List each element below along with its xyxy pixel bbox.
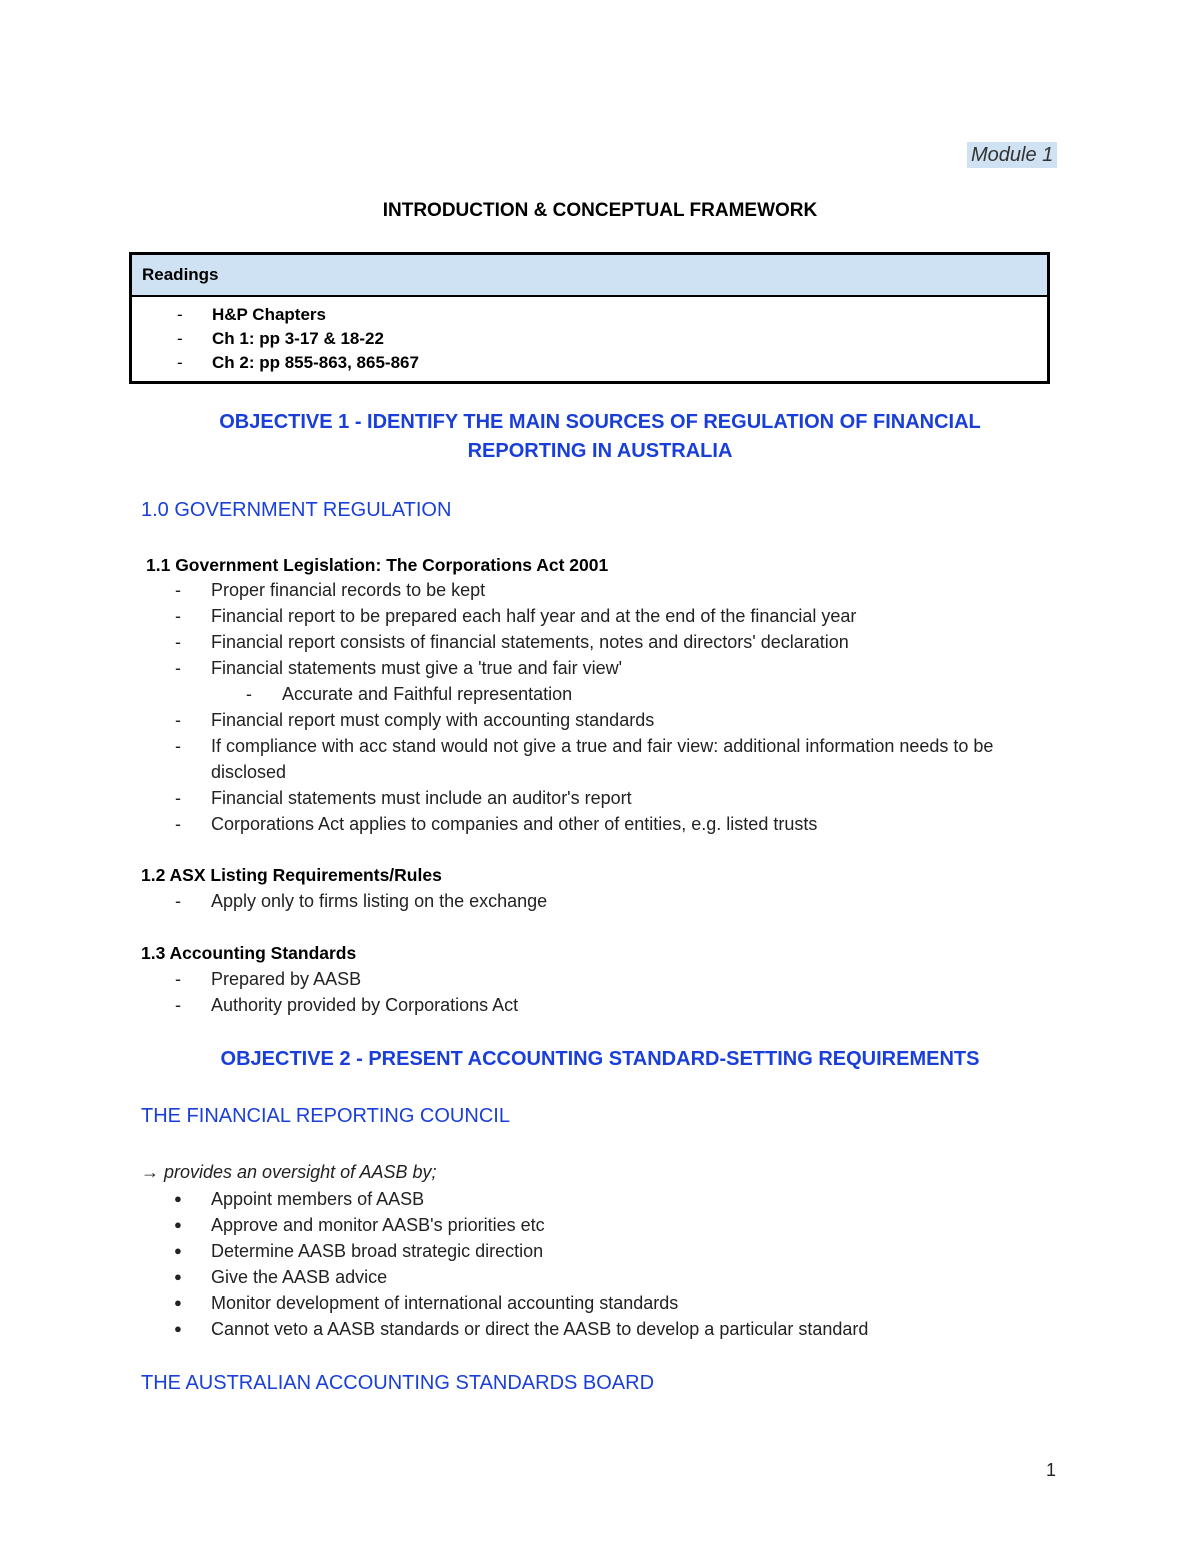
asx-list (0, 888, 1060, 914)
reading-item: - Ch 1: pp 3-17 & 18-22 (132, 327, 1047, 351)
subheading-asx-listing: 1.2 ASX Listing Requirements/Rules (141, 865, 442, 885)
reading-item: - H&P Chapters (132, 303, 1047, 327)
bullet-item: ● Determine AASB broad strategic direction (0, 1238, 1060, 1264)
objective-1-line-1: OBJECTIVE 1 - IDENTIFY THE MAIN SOURCES OF REGULATION OF FINANCIAL (219, 411, 981, 433)
list-item: - Apply only to firms listing on the exchange (0, 888, 1060, 914)
list-item: - If compliance with acc stand would not give a true and fair view: additional information needs to be disclosed (0, 733, 1060, 785)
list-item: - Financial report consists of financial statements, notes and directors' declaration (0, 629, 1060, 655)
list-item: - Financial report to be prepared each half year and at the end of the financial year (0, 603, 1060, 629)
objective-1-heading (120, 408, 1080, 466)
list-item: - Financial report must comply with accounting standards (0, 707, 1060, 733)
objective-2-heading: OBJECTIVE 2 - PRESENT ACCOUNTING STANDARD-SETTING REQUIREMENTS (220, 1048, 980, 1070)
section-heading-frc: THE FINANCIAL REPORTING COUNCIL (141, 1105, 510, 1127)
module-tag: Module 1 (967, 142, 1057, 168)
list-item: - Proper financial records to be kept (0, 577, 1060, 603)
accounting-standards-list (0, 966, 1060, 1018)
list-item: - Corporations Act applies to companies and other of entities, e.g. listed trusts (0, 811, 1060, 837)
bullet-item: ● Cannot veto a AASB standards or direct the AASB to develop a particular standard (0, 1316, 1060, 1342)
bullet-item: ● Give the AASB advice (0, 1264, 1060, 1290)
section-heading-aasb: THE AUSTRALIAN ACCOUNTING STANDARDS BOARD (141, 1372, 655, 1394)
readings-box (129, 252, 1050, 384)
readings-list (132, 297, 1047, 381)
list-item: - Authority provided by Corporations Act (0, 992, 1060, 1018)
bullet-item: ● Monitor development of international accounting standards (0, 1290, 1060, 1316)
readings-heading: Readings (132, 255, 1047, 297)
document-title: INTRODUCTION & CONCEPTUAL FRAMEWORK (382, 200, 818, 221)
list-item: - Prepared by AASB (0, 966, 1060, 992)
section-heading-government-regulation: 1.0 GOVERNMENT REGULATION (141, 499, 452, 521)
subheading-corporations-act: 1.1 Government Legislation: The Corporations Act 2001 (146, 555, 609, 575)
list-item: - Financial statements must include an auditor's report (0, 785, 1060, 811)
reading-item: - Ch 2: pp 855-863, 865-867 (132, 351, 1047, 375)
list-sub-item: - Accurate and Faithful representation (0, 681, 1060, 707)
objective-1-line-2: REPORTING IN AUSTRALIA (467, 440, 733, 462)
bullet-item: ● Appoint members of AASB (0, 1186, 1060, 1212)
bullet-item: ● Approve and monitor AASB's priorities etc (0, 1212, 1060, 1238)
subheading-accounting-standards: 1.3 Accounting Standards (141, 943, 357, 963)
list-item: - Financial statements must give a 'true and fair view' (0, 655, 1060, 681)
corporations-act-list (0, 577, 1060, 837)
frc-intro: → provides an oversight of AASB by; (141, 1162, 437, 1182)
frc-bullet-list (0, 1186, 1060, 1342)
page-number: 1 (1046, 1460, 1057, 1480)
